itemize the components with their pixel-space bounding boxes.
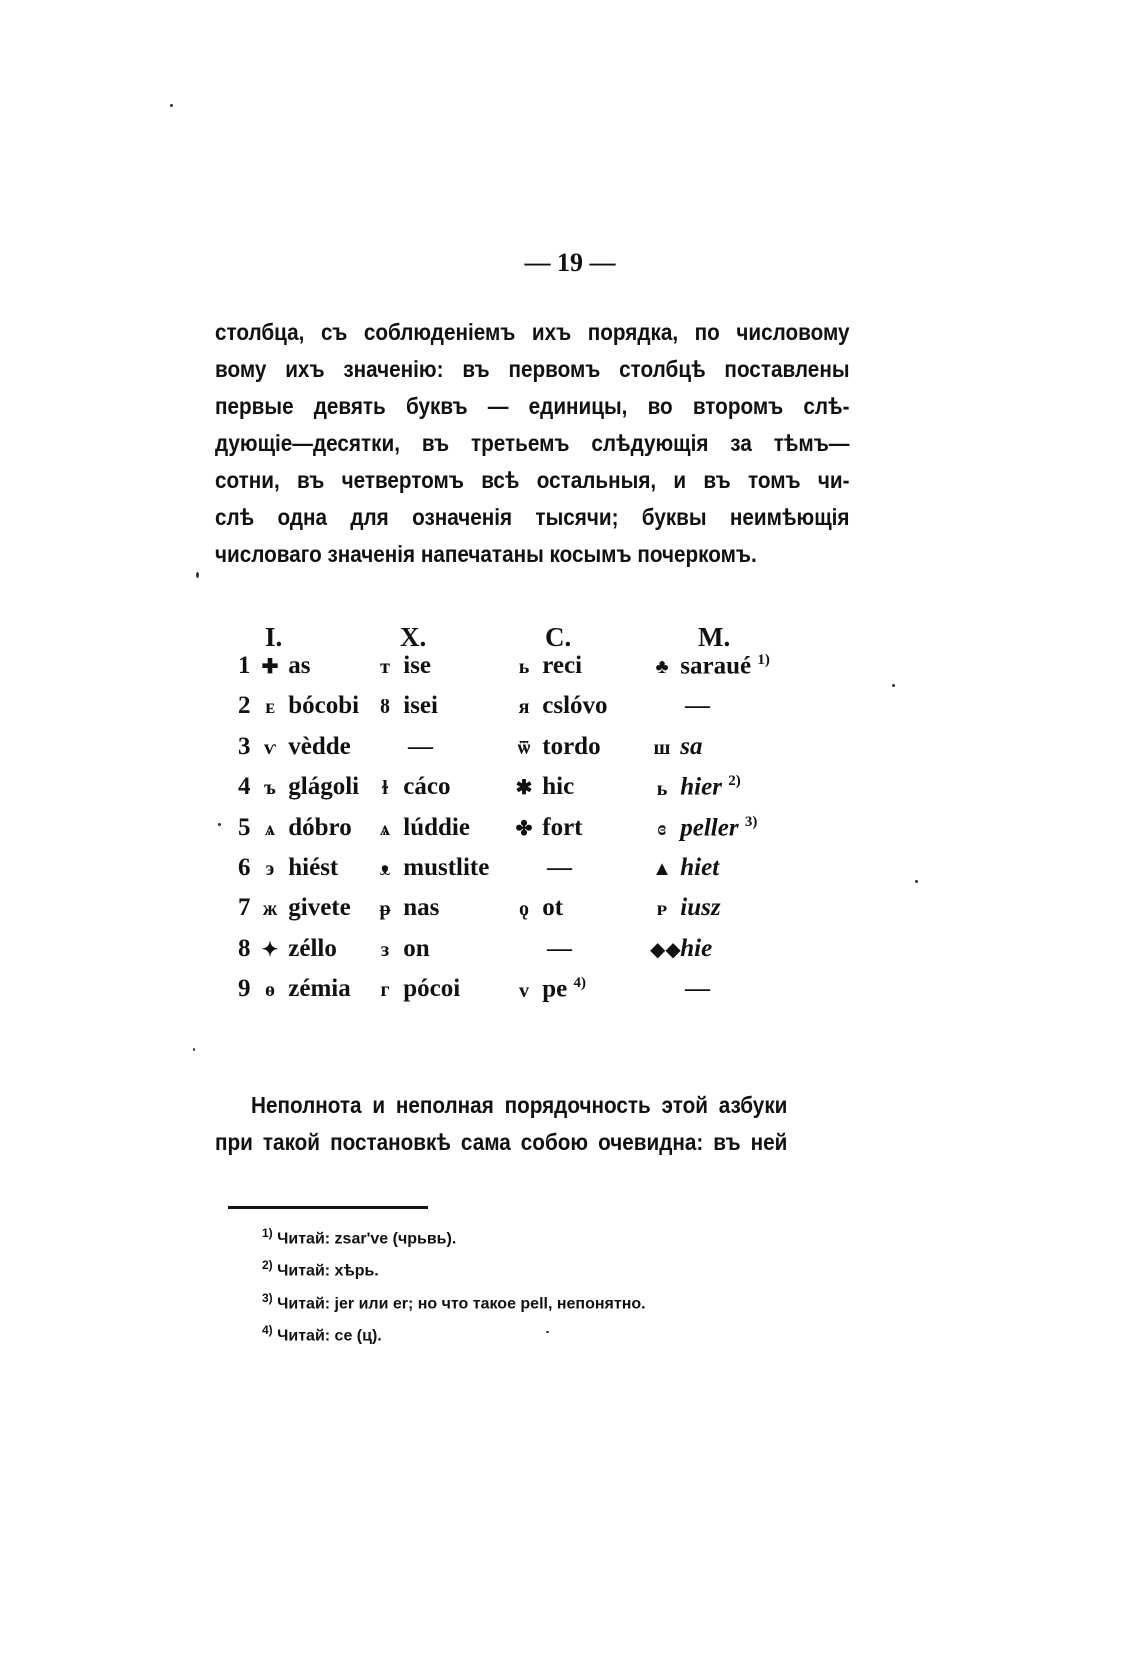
table-cell: [258, 854, 338, 882]
glagolitic-glyph-icon: ȣ: [379, 696, 391, 719]
glagolitic-glyph-icon: э: [265, 858, 275, 880]
letter-name: —: [685, 692, 710, 720]
letter-name: hie: [680, 934, 713, 962]
glagolitic-glyph-icon: ᴙ: [518, 696, 530, 719]
letter-name: hier: [680, 773, 722, 801]
letter-name: —: [547, 854, 572, 881]
row-number: 3: [238, 732, 251, 760]
row-number: 1: [238, 652, 251, 679]
table-row: [0, 814, 1140, 856]
text-line: дующіе—десятки, въ третьемъ слѣдующія за тѣмъ—: [215, 430, 850, 456]
table-cell: [373, 894, 439, 922]
letter-name: hic: [542, 773, 575, 801]
table-cell: [547, 854, 572, 882]
table-cell: [650, 773, 741, 801]
letter-name: —: [685, 975, 710, 1003]
glagolitic-glyph-icon: ✚: [261, 656, 279, 678]
table-cell: [512, 773, 574, 801]
table-cell: [258, 652, 310, 680]
scan-speck: [892, 684, 895, 687]
row-number: 7: [238, 894, 251, 922]
glagolitic-glyph-icon: ɞ: [657, 817, 667, 840]
glagolitic-glyph-icon: ѿ: [517, 736, 531, 759]
glagolitic-glyph-icon: ▲: [652, 858, 672, 880]
letter-name: sa: [680, 732, 703, 760]
glagolitic-glyph-icon: ᴦ: [380, 979, 390, 1002]
glagolitic-glyph-icon: ǫ: [519, 898, 529, 921]
table-cell: [512, 814, 583, 842]
table-cell: [373, 814, 470, 842]
footnote-mark: 1): [262, 1226, 273, 1240]
footnote-reference: 3): [744, 813, 758, 830]
table-row: [0, 935, 1140, 977]
letter-name: as: [288, 652, 311, 679]
glagolitic-glyph-icon: ✤: [515, 817, 533, 840]
table-cell: [650, 733, 702, 761]
table-cell: [685, 692, 710, 720]
page-number: — 19 —: [524, 248, 616, 277]
glagolitic-glyph-icon: ᴥ: [379, 858, 391, 880]
glagolitic-glyph-icon: ь: [518, 656, 530, 678]
table-cell: [258, 975, 351, 1003]
column-header-tens: X.: [400, 622, 427, 652]
column-header-units: I.: [265, 622, 283, 652]
table-row: [0, 652, 1140, 694]
glagolitic-glyph-icon: ɵ: [265, 979, 275, 1002]
letter-name: on: [403, 934, 430, 962]
table-cell: [373, 975, 460, 1003]
footnote-divider: [228, 1206, 428, 1209]
table-cell: [373, 652, 431, 680]
letter-name: cslóvo: [542, 692, 608, 720]
text-line: числоваго значенія напечатаны косымъ почеркомъ.: [215, 541, 757, 567]
glagolitic-glyph-icon: ♣: [655, 656, 669, 679]
table-cell: [258, 814, 352, 842]
glagolitic-glyph-icon: ᵽ: [379, 898, 391, 921]
footnote: [262, 1252, 646, 1284]
glagolitic-glyph-icon: ɫ: [382, 777, 388, 800]
table-row: [0, 894, 1140, 936]
glagolitic-glyph-icon: ш: [653, 736, 671, 759]
letter-name: ot: [542, 894, 564, 922]
table-cell: [258, 935, 337, 963]
letter-name: —: [408, 732, 433, 760]
table-cell: [512, 692, 608, 720]
letter-name: saraué: [680, 652, 752, 680]
table-cell: [650, 652, 770, 680]
letter-name: mustlite: [403, 854, 490, 881]
table-row: [0, 692, 1140, 734]
table-cell: [512, 652, 582, 680]
footnote: [262, 1317, 646, 1349]
glagolitic-glyph-icon: ѵ: [263, 736, 277, 759]
glagolitic-glyph-icon: ✱: [515, 777, 533, 800]
footnote-reference: 2): [728, 773, 741, 790]
table-cell: [547, 935, 572, 963]
table-cell: [373, 935, 430, 963]
footnote-text: Читай: се (ц).: [277, 1327, 382, 1345]
footnote-reference: 4): [573, 975, 586, 992]
letter-name: ise: [403, 652, 432, 679]
table-row: [0, 733, 1140, 775]
glagolitic-glyph-icon: ᴛ: [380, 656, 390, 678]
letter-name: glágoli: [288, 773, 360, 801]
letter-name: iusz: [680, 894, 721, 922]
table-cell: [650, 854, 719, 882]
scan-speck: [170, 104, 173, 107]
letter-name: tordo: [542, 732, 601, 760]
row-number: 8: [238, 934, 251, 962]
text-line: первые девять буквъ — единицы, во второмъ слѣ-: [215, 393, 850, 419]
table-cell: [512, 733, 601, 761]
letter-name: pócoi: [403, 975, 461, 1003]
letter-name: zéllo: [288, 934, 337, 962]
letter-name: vèdde: [288, 732, 351, 760]
table-row: [0, 773, 1140, 815]
glagolitic-glyph-icon: ᴠ: [519, 979, 529, 1002]
row-number: 6: [238, 854, 251, 881]
footnote: [262, 1220, 646, 1252]
letter-name: lúddie: [403, 813, 470, 841]
table-cell: [258, 733, 351, 761]
glagolitic-glyph-icon: ɜ: [380, 938, 390, 961]
text-line: вому ихъ значенію: въ первомъ столбцѣ поставлены: [215, 356, 850, 382]
glagolitic-glyph-icon: ѧ: [265, 817, 275, 840]
glagolitic-glyph-icon: ь: [656, 777, 668, 800]
footnote-mark: 2): [262, 1258, 273, 1273]
table-cell: [650, 935, 712, 963]
table-cell: [650, 894, 721, 922]
glagolitic-glyph-icon: ъ: [264, 777, 276, 800]
table-cell: [258, 692, 359, 720]
text-line: столбца, съ соблюденіемъ ихъ порядка, по числовому: [215, 319, 850, 345]
row-number: 2: [238, 692, 251, 720]
letter-name: —: [547, 934, 572, 962]
text-line: сотни, въ четвертомъ всѣ остальныя, и въ томъ чи-: [215, 467, 850, 493]
footnote-reference: 1): [757, 652, 770, 668]
letter-name: hiet: [680, 854, 720, 881]
glagolitic-glyph-icon: ж: [262, 898, 278, 921]
glagolitic-glyph-icon: ᴩ: [656, 898, 668, 921]
table-cell: [373, 692, 438, 720]
letter-name: isei: [403, 692, 438, 720]
scan-speck: [915, 880, 918, 883]
letter-name: fort: [542, 813, 583, 841]
letter-name: hiést: [288, 854, 339, 881]
table-cell: [512, 975, 586, 1003]
paragraph-top: [215, 314, 850, 573]
footnote-text: Читай: хѣрь.: [277, 1262, 379, 1280]
letter-name: givete: [288, 894, 351, 922]
row-number: 4: [238, 773, 251, 801]
table-cell: [258, 773, 359, 801]
letter-name: pe: [542, 975, 568, 1003]
letter-name: bócobi: [288, 692, 360, 720]
paragraph-bottom: [215, 1087, 787, 1161]
table-cell: [408, 733, 433, 761]
table-cell: [512, 894, 563, 922]
footnote-mark: 4): [262, 1322, 273, 1337]
letter-name: nas: [403, 894, 440, 922]
table-row: [0, 854, 1140, 896]
glagolitic-glyph-icon: ◆◆: [650, 938, 681, 961]
table-cell: [373, 854, 489, 882]
table-cell: [258, 894, 351, 922]
footnote-mark: 3): [262, 1290, 273, 1305]
scan-speck: [218, 823, 221, 826]
glagolitic-glyph-icon: ᴇ: [265, 696, 275, 719]
glagolitic-glyph-icon: ѧ: [380, 817, 390, 840]
letter-name: dóbro: [288, 813, 352, 841]
footnote-text: Читай: jer или er; но что такое pell, непонятно.: [277, 1294, 646, 1312]
table-cell: [685, 975, 710, 1003]
table-cell: [650, 814, 757, 842]
letter-name: peller: [680, 813, 739, 841]
scan-speck: [196, 572, 199, 578]
row-number: 9: [238, 975, 251, 1003]
letter-name: zémia: [288, 975, 351, 1003]
footnote-text: Читай: zsar've (чрьвь).: [277, 1230, 457, 1248]
row-number: 5: [238, 813, 251, 841]
footnotes: [262, 1220, 646, 1349]
scan-speck: [546, 1331, 549, 1333]
letter-name: cáco: [403, 773, 451, 801]
text-line: при такой постановкѣ сама собою очевидна: въ ней: [215, 1129, 788, 1155]
column-header-hundreds: C.: [545, 622, 572, 652]
footnote: [262, 1285, 646, 1317]
text-line: слѣ одна для означенія тысячи; буквы неимѣющія: [215, 504, 850, 530]
glagolitic-glyph-icon: ✦: [261, 938, 279, 961]
column-header-thousands: M.: [698, 622, 731, 652]
table-row: [0, 975, 1140, 1017]
table-cell: [373, 773, 450, 801]
text-line: Неполнота и неполная порядочность этой азбуки: [251, 1092, 788, 1118]
letter-name: reci: [542, 652, 583, 679]
scan-speck: [193, 1048, 195, 1051]
